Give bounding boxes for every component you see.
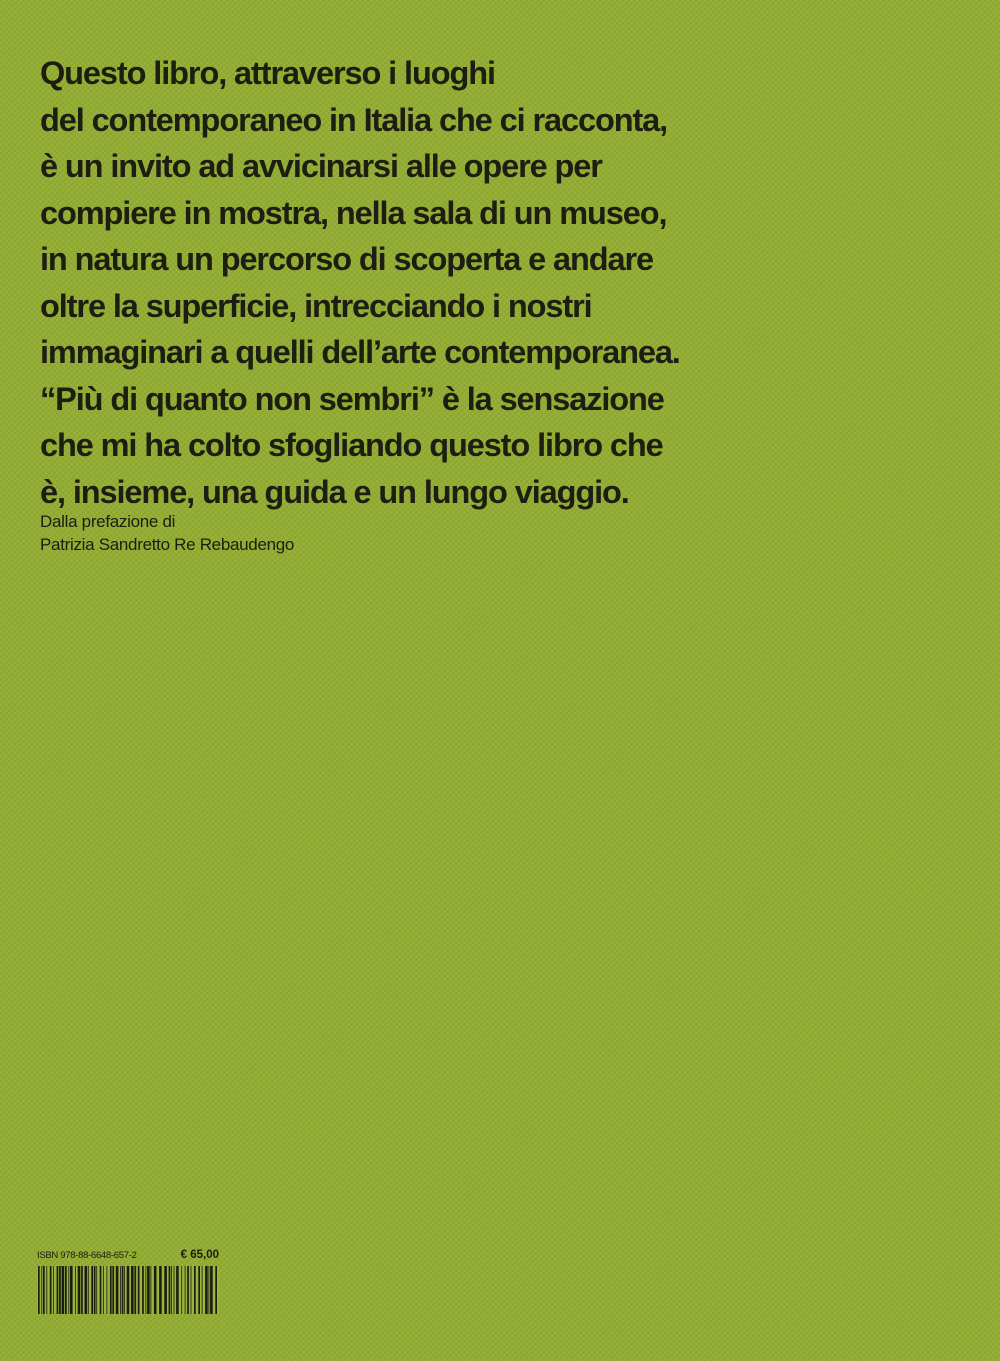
quote-line-1: Questo libro, attraverso i luoghi (40, 55, 495, 91)
isbn-number: ISBN 978-88-6648-657-2 (37, 1250, 137, 1261)
isbn-block (37, 1249, 219, 1314)
quote-line-9: che mi ha colto sfogliando questo libro che (40, 427, 663, 463)
price: € 65,00 (180, 1249, 219, 1261)
quote-line-8: “Più di quanto non sembri” è la sensazione (40, 380, 664, 417)
isbn-price-row (37, 1249, 219, 1263)
attribution-author: Patrizia Sandretto Re Rebaudengo (40, 535, 295, 554)
quote-line-2: del contemporaneo in Italia che ci racconta, (40, 101, 668, 138)
preface-attribution (40, 510, 294, 556)
quote-line-7: immaginari a quelli dell’arte contemporanea. (40, 334, 680, 370)
quote-line-6: oltre la superficie, intrecciando i nostri (40, 287, 592, 324)
quote-line-4: compiere in mostra, nella sala di un museo, (40, 194, 667, 231)
attribution-source: Dalla prefazione di (40, 512, 176, 531)
preface-quote (40, 50, 970, 515)
quote-line-5: in natura un percorso di scoperta e andare (40, 241, 654, 277)
quote-line-3: è un invito ad avvicinarsi alle opere per (40, 148, 602, 184)
barcode-icon (37, 1266, 219, 1314)
quote-line-10: è, insieme, una guida e un lungo viaggio. (40, 473, 629, 510)
